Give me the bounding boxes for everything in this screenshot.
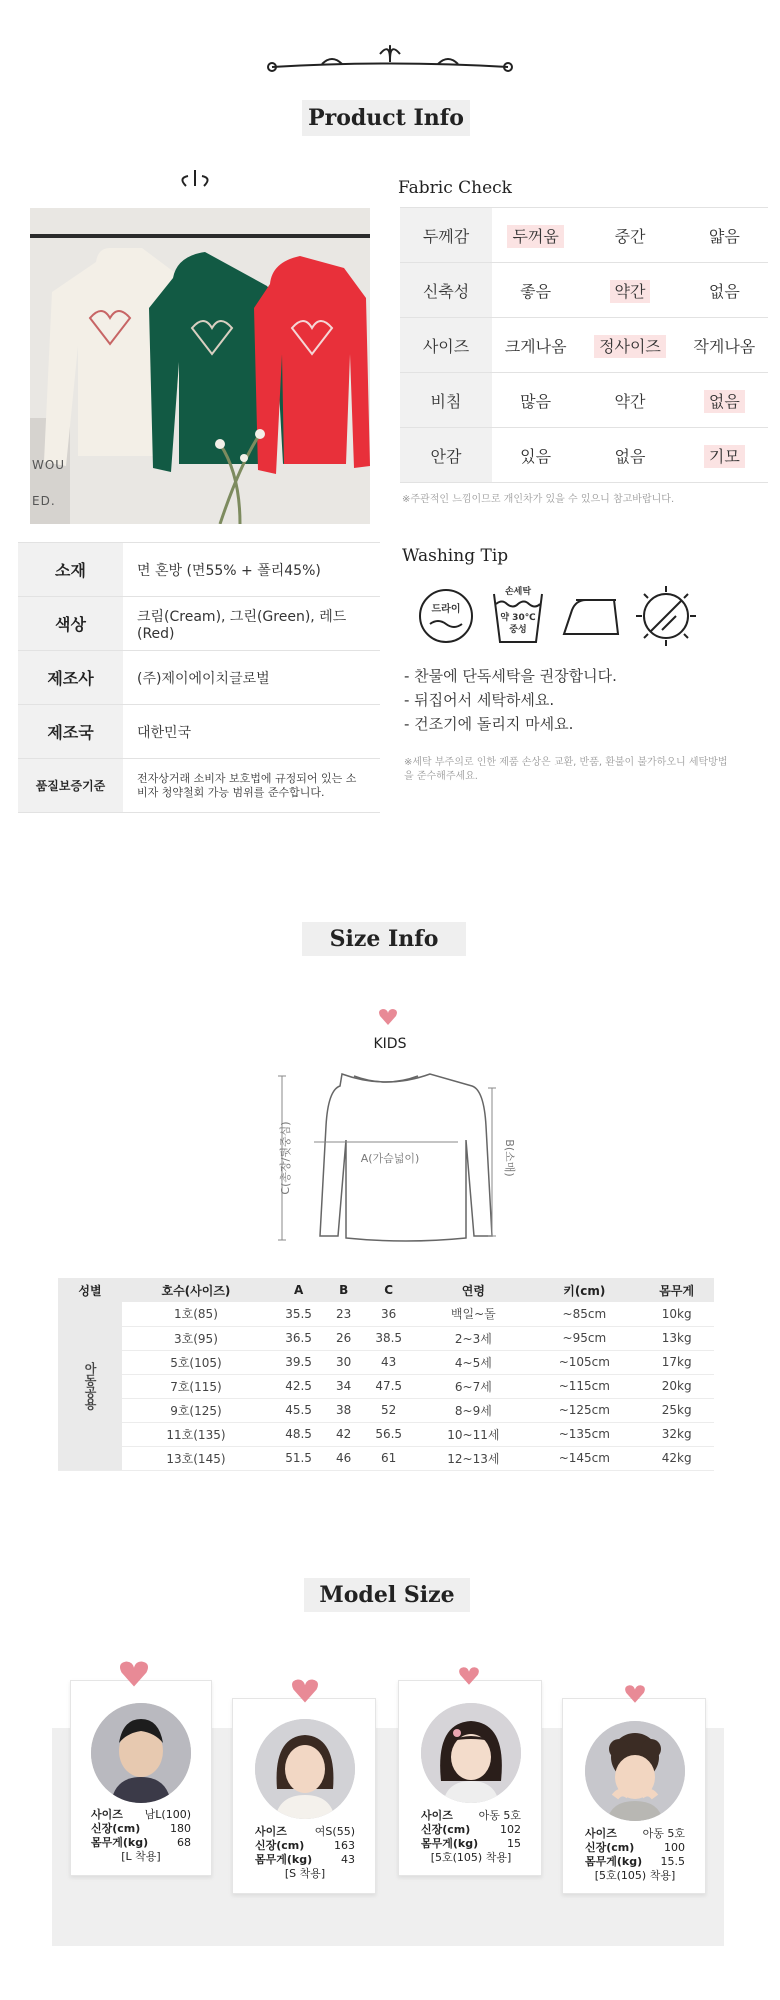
fabric-option-cell (579, 263, 680, 318)
fabric-option-cell (681, 208, 768, 263)
size-table-cell: 43 (360, 1350, 417, 1374)
fabric-option-selected: 두꺼움 (507, 225, 563, 248)
model-info-2 (255, 1825, 355, 1881)
diagram-c-label: C(총장/뒷중심) (279, 1121, 292, 1195)
fabric-row-label: 신축성 (400, 263, 492, 318)
size-table-cell: 47.5 (360, 1374, 417, 1398)
model-height-value: 100 (664, 1841, 685, 1854)
fabric-option-selected: 없음 (704, 390, 745, 413)
height-key: 신장(cm) (585, 1841, 635, 1854)
avatar (255, 1719, 355, 1819)
fabric-option-cell (492, 263, 579, 318)
spec-row (18, 597, 380, 651)
fabric-option: 없음 (708, 281, 740, 301)
fabric-option-cell (492, 428, 579, 483)
washing-tip-2: - 뒤집어서 세탁하세요. (404, 691, 555, 709)
model-weight-value: 43 (341, 1853, 355, 1866)
size-table-cell: 6~7세 (417, 1374, 529, 1398)
avatar (91, 1703, 191, 1803)
size-table-cell: 3호(95) (122, 1326, 270, 1350)
model-fit: [S 착용] (284, 1867, 326, 1880)
size-key: 사이즈 (585, 1827, 617, 1840)
fabric-option-cell (681, 318, 768, 373)
size-table-row (58, 1350, 714, 1374)
size-table-cell: ~85cm (529, 1302, 639, 1326)
size-table-cell: 5호(105) (122, 1350, 270, 1374)
weight-key: 몸무게(kg) (421, 1837, 479, 1850)
size-table-cell: 35.5 (270, 1302, 327, 1326)
model-size-value: 남L(100) (144, 1808, 191, 1821)
heart-icon (290, 1678, 320, 1704)
size-table-cell: 4~5세 (417, 1350, 529, 1374)
spec-row (18, 705, 380, 759)
diagram-b-label: B(소매) (503, 1139, 516, 1177)
fabric-option: 없음 (614, 446, 646, 466)
model-card-1 (70, 1680, 212, 1876)
hoodies-illustration (30, 208, 370, 524)
size-table-cell: 42.5 (270, 1374, 327, 1398)
size-table-cell: ~145cm (529, 1446, 639, 1470)
size-table-cell: 45.5 (270, 1398, 327, 1422)
size-table-header: 호수(사이즈) (122, 1278, 270, 1302)
fabric-option-cell (579, 318, 680, 373)
iron-icon (560, 590, 622, 642)
model-card-2 (232, 1698, 376, 1894)
size-table-row (58, 1446, 714, 1470)
gender-cell: 아동공용 (58, 1302, 122, 1470)
sign-text-1: WOU (32, 458, 66, 472)
model-weight-value: 15 (507, 1837, 521, 1850)
fabric-row (400, 373, 768, 428)
hand-wash-label: 손세탁 (504, 587, 532, 597)
size-table-cell: 46 (327, 1446, 360, 1470)
size-table-cell: 38 (327, 1398, 360, 1422)
size-table-cell: ~135cm (529, 1422, 639, 1446)
fabric-option-selected: 정사이즈 (594, 335, 666, 358)
spec-value: 크림(Cream), 그린(Green), 레드(Red) (123, 597, 380, 651)
size-table-cell: 51.5 (270, 1446, 327, 1470)
fabric-check-table (400, 207, 768, 483)
hand-wash-detergent: 중성 (509, 625, 527, 635)
height-key: 신장(cm) (91, 1822, 141, 1835)
size-table-cell: 20kg (639, 1374, 714, 1398)
size-table-cell: 8~9세 (417, 1398, 529, 1422)
size-table-cell: 30 (327, 1350, 360, 1374)
heart-icon (458, 1666, 480, 1686)
heart-icon (118, 1660, 150, 1688)
model-info-3 (421, 1809, 521, 1865)
fabric-option: 많음 (520, 391, 552, 411)
size-table-row (58, 1422, 714, 1446)
fabric-option-cell (579, 428, 680, 483)
size-key: 사이즈 (91, 1808, 123, 1821)
size-table-cell: 13호(145) (122, 1446, 270, 1470)
size-key: 사이즈 (255, 1825, 287, 1838)
fabric-option-cell (681, 373, 768, 428)
size-table-cell: 26 (327, 1326, 360, 1350)
model-height-value: 180 (170, 1822, 191, 1835)
model-height-value: 102 (500, 1823, 521, 1836)
spec-label: 색상 (18, 597, 123, 651)
fabric-note: ※주관적인 느낌이므로 개인차가 있을 수 있으니 참고바랍니다. (402, 494, 675, 505)
product-info-heading: Product Info (302, 100, 470, 136)
fabric-option-cell (579, 373, 680, 428)
size-table-cell: ~125cm (529, 1398, 639, 1422)
weight-key: 몸무게(kg) (91, 1836, 149, 1849)
sign-text-2: ED. (32, 494, 56, 508)
spec-value: 전자상거래 소비자 보호법에 규정되어 있는 소비자 청약철회 가능 범위를 준수합니다. (123, 759, 380, 813)
model-size-value: 아동 5호 (642, 1827, 685, 1840)
size-table-header: 몸무게 (639, 1278, 714, 1302)
fabric-option-selected: 기모 (704, 445, 745, 468)
model-weight-value: 68 (177, 1836, 191, 1849)
model-fit: [L 착용] (121, 1850, 161, 1863)
hand-wash-temp: 약 30℃ (500, 613, 536, 623)
size-table-cell: 23 (327, 1302, 360, 1326)
spec-label: 제조사 (18, 651, 123, 705)
fabric-check-title: Fabric Check (398, 178, 512, 198)
model-fit: [5호(105) 착용] (430, 1851, 512, 1864)
weight-key: 몸무게(kg) (585, 1855, 643, 1868)
spec-value: 면 혼방 (면55% + 폴리45%) (123, 543, 380, 597)
size-table-cell: 17kg (639, 1350, 714, 1374)
size-table-cell: 1호(85) (122, 1302, 270, 1326)
weight-key: 몸무게(kg) (255, 1853, 313, 1866)
fabric-option-cell (681, 263, 768, 318)
spec-row (18, 543, 380, 597)
fabric-option-cell (492, 208, 579, 263)
dry-clean-label: 드라이 (431, 604, 461, 615)
fabric-option: 있음 (520, 446, 552, 466)
kids-label: KIDS (373, 1036, 407, 1052)
leaf-ornament-icon (178, 168, 212, 190)
size-table-header: C (360, 1278, 417, 1302)
size-table-header: B (327, 1278, 360, 1302)
size-table-cell: 9호(125) (122, 1398, 270, 1422)
spec-value: 대한민국 (123, 705, 380, 759)
model-height-value: 163 (334, 1839, 355, 1852)
size-table-cell: 11호(135) (122, 1422, 270, 1446)
size-table-cell: 34 (327, 1374, 360, 1398)
fabric-row (400, 428, 768, 483)
size-table-row (58, 1302, 714, 1326)
size-table-cell: 39.5 (270, 1350, 327, 1374)
size-table-row (58, 1374, 714, 1398)
size-table-header: 연령 (417, 1278, 529, 1302)
hand-wash-icon (490, 584, 546, 646)
size-table-cell: ~95cm (529, 1326, 639, 1350)
spec-row (18, 651, 380, 705)
fabric-row-label: 두께감 (400, 208, 492, 263)
heart-icon (624, 1684, 646, 1704)
size-table-cell: 10kg (639, 1302, 714, 1326)
size-table-header: A (270, 1278, 327, 1302)
washing-tip-3: - 건조기에 돌리지 마세요. (404, 715, 574, 733)
washing-note: ※세탁 부주의로 인한 제품 손상은 교환, 반품, 환불이 불가하오니 세탁방법을 준수해주세요. (404, 757, 728, 782)
spec-row (18, 759, 380, 813)
washing-tip-title: Washing Tip (402, 546, 509, 566)
fabric-option: 좋음 (520, 281, 552, 301)
size-table-cell: 48.5 (270, 1422, 327, 1446)
model-info-4 (585, 1827, 685, 1883)
fabric-option-cell (492, 318, 579, 373)
size-table (58, 1278, 714, 1471)
avatar (585, 1721, 685, 1821)
size-table-cell: 52 (360, 1398, 417, 1422)
size-table-row (58, 1398, 714, 1422)
fabric-option: 중간 (614, 226, 646, 246)
size-table-cell: 38.5 (360, 1326, 417, 1350)
height-key: 신장(cm) (421, 1823, 471, 1836)
fabric-option: 얇음 (708, 226, 740, 246)
size-table-row (58, 1326, 714, 1350)
height-key: 신장(cm) (255, 1839, 305, 1852)
size-table-cell: ~105cm (529, 1350, 639, 1374)
size-table-cell: 61 (360, 1446, 417, 1470)
avatar (421, 1703, 521, 1803)
diagram-a-label: A(가슴넓이) (360, 1152, 420, 1165)
size-table-cell: 42kg (639, 1446, 714, 1470)
spec-value: (주)제이에이치글로벌 (123, 651, 380, 705)
model-info-1 (91, 1808, 191, 1864)
washing-tips-list (404, 664, 617, 736)
dry-clean-icon (418, 588, 474, 644)
model-card-3 (398, 1680, 542, 1876)
model-size-heading: Model Size (304, 1578, 470, 1612)
size-table-cell: 42 (327, 1422, 360, 1446)
spec-label: 품질보증기준 (18, 759, 123, 813)
size-table-cell: 56.5 (360, 1422, 417, 1446)
size-table-cell: 10~11세 (417, 1422, 529, 1446)
model-card-4 (562, 1698, 706, 1894)
size-table-cell: 백일~돌 (417, 1302, 529, 1326)
size-key: 사이즈 (421, 1809, 453, 1822)
fabric-row-label: 비침 (400, 373, 492, 428)
product-photo (30, 208, 370, 524)
size-table-header: 성별 (58, 1278, 122, 1302)
model-weight-value: 15.5 (660, 1855, 685, 1868)
washing-tip-1: - 찬물에 단독세탁을 권장합니다. (404, 667, 617, 685)
fabric-option-cell (492, 373, 579, 428)
model-size-value: 아동 5호 (478, 1809, 521, 1822)
size-table-cell: 36 (360, 1302, 417, 1326)
fabric-option-selected: 약간 (610, 280, 651, 303)
fabric-row-label: 안감 (400, 428, 492, 483)
fabric-option-cell (681, 428, 768, 483)
size-table-cell: ~115cm (529, 1374, 639, 1398)
fabric-row-label: 사이즈 (400, 318, 492, 373)
fabric-option: 약간 (614, 391, 646, 411)
ornament-divider (262, 42, 518, 76)
no-tumble-dry-icon (634, 584, 698, 648)
size-info-heading: Size Info (302, 922, 466, 956)
fabric-row (400, 208, 768, 263)
size-table-cell: 25kg (639, 1398, 714, 1422)
fabric-option: 작게나옴 (693, 336, 756, 356)
fabric-option-cell (579, 208, 680, 263)
size-table-header: 키(cm) (529, 1278, 639, 1302)
size-table-cell: 2~3세 (417, 1326, 529, 1350)
size-table-cell: 36.5 (270, 1326, 327, 1350)
fabric-option: 크게나옴 (504, 336, 567, 356)
spec-label: 제조국 (18, 705, 123, 759)
heart-icon (378, 1008, 398, 1026)
size-table-cell: 12~13세 (417, 1446, 529, 1470)
fabric-row (400, 263, 768, 318)
spec-label: 소재 (18, 543, 123, 597)
fabric-row (400, 318, 768, 373)
size-table-cell: 32kg (639, 1422, 714, 1446)
size-table-cell: 7호(115) (122, 1374, 270, 1398)
size-table-cell: 13kg (639, 1326, 714, 1350)
product-spec-table (18, 542, 380, 813)
model-size-value: 여S(55) (314, 1825, 355, 1838)
model-fit: [5호(105) 착용] (594, 1869, 676, 1882)
